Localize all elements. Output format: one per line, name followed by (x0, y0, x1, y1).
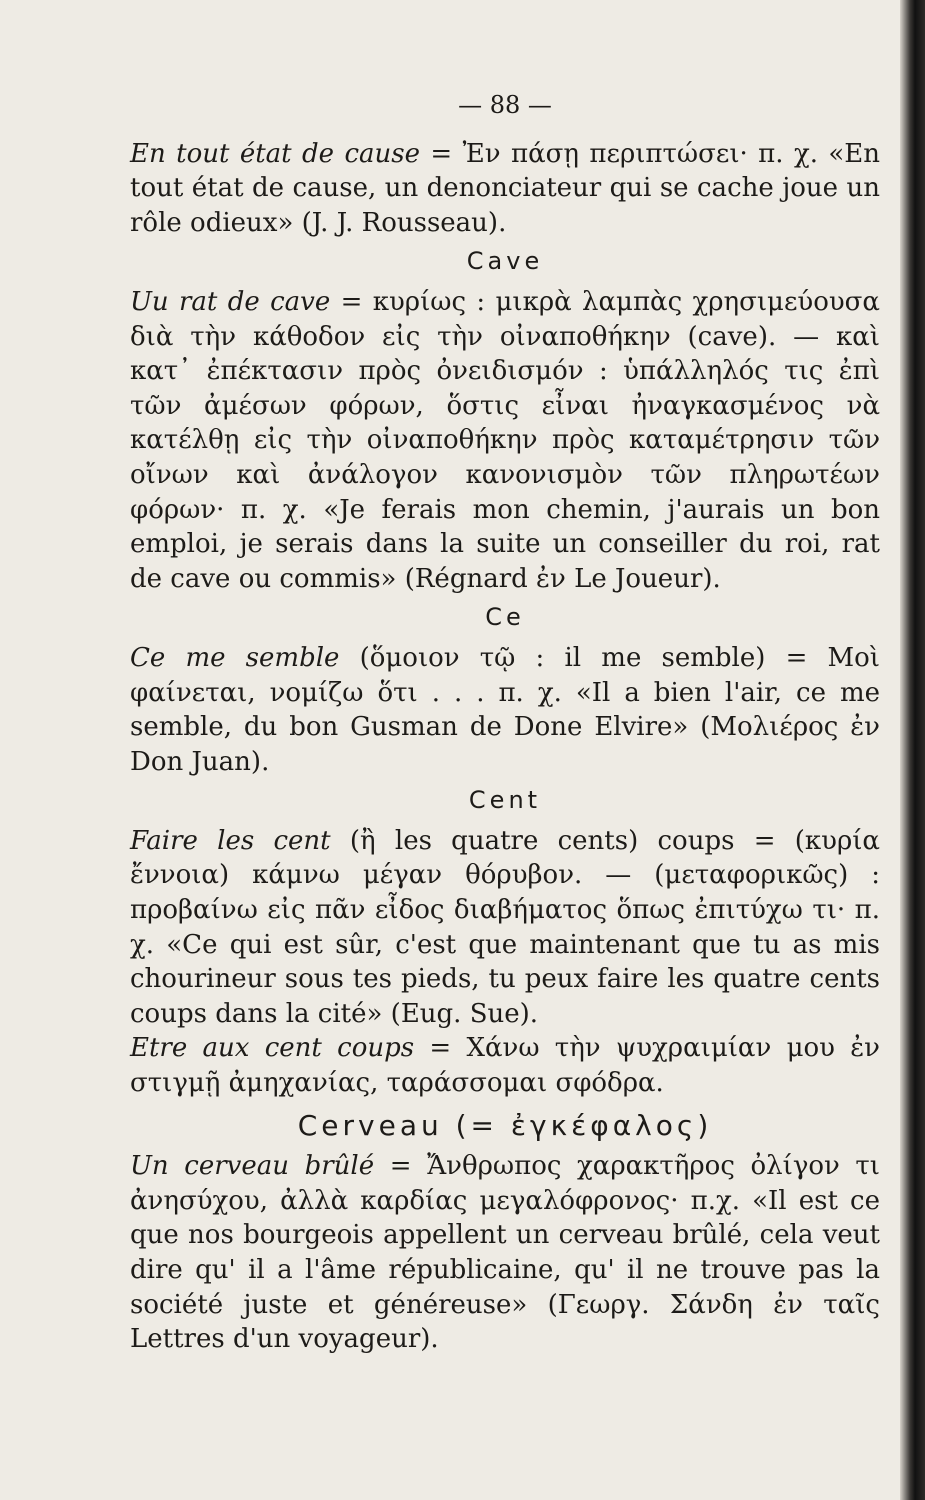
section-heading: Cave (466, 247, 544, 276)
section-heading: Cent (468, 786, 542, 815)
entry-term: Faire les cent (130, 825, 331, 856)
entry (130, 824, 880, 1032)
entry-term: Un cerveau brûlé (130, 1151, 375, 1182)
book-binding-edge (900, 0, 925, 1500)
entry-term: En tout état de cause (130, 138, 421, 169)
entry (130, 1149, 880, 1357)
entry-body: (ἢ les quatre cents) coups = (κυρία ἔννοια) κάμνω μέγαν θόρυβον. — (μεταφορικῶς) : προβαίνω εἰς πᾶν εἶδος διαβήματος ὅπως ἐπιτύχω τι· π. χ. «Ce qui est sûr, c'est que maintenant que tu as mis chourineur sous tes pieds, tu peux faire les quatre cents coups dans la cité» (Eug. Sue). (130, 825, 880, 1029)
entry-body: = Ἄνθρωπος χαρακτῆρος ὀλίγον τι ἀνησύχου, ἀλλὰ καρδίας μεγαλόφρονος· π.χ. «Il est ce que nos bourgeois appellent un cerveau brûlé, cela veut dire qu' il a l'âme républicaine, qu' il ne trouve pas la société juste et généreuse» (Γεωργ. Σάνδη ἐν ταῖς Lettres d'un voyageur). (130, 1151, 880, 1355)
entry-body: = κυρίως : μικρὰ λαμπὰς χρησιμεύουσα διὰ τὴν κάθοδον εἰς τὴν οἰναποθήκην (cave). — καὶ κατ᾽ ἐπέκτασιν πρὸς ὀνειδισμόν : ὑπάλληλός τις ἐπὶ τῶν ἀμέσων φόρων, ὅστις εἶναι ἠναγκασμένος νὰ κατέλθῃ εἰς τὴν οἰναποθήκην πρὸς καταμέτρησιν τῶν οἴνων καὶ ἀνάλογον κανονισμὸν τῶν πληρωτέων φόρων· π. χ. «Je ferais mon chemin, j'aurais un bon emploi, je serais dans la suite un conseiller du roi, rat de cave ou commis» (Régnard ἐν Le Joueur). (130, 286, 880, 594)
section-heading: Cerveau (= ἐγκέφαλος) (297, 1108, 713, 1142)
entry-term: Uu rat de cave (130, 286, 331, 317)
entry (130, 641, 880, 779)
entry-body: (ὅμοιον τῷ : il me semble) = Μοὶ φαίνεται, νομίζω ὅτι . . . π. χ. «Il a bien l'air, ce me semble, du bon Gusman de Done Elvire» (Μολιέρος ἐν Don Juan). (130, 642, 880, 777)
entry-term: Ce me semble (130, 642, 340, 673)
entry (130, 137, 880, 241)
entry (130, 285, 880, 596)
entry-term: Etre aux cent coups (130, 1033, 415, 1064)
entry-body: = Ἐν πάσῃ περιπτώσει· π. χ. «En tout état de cause, un denonciateur qui se cache joue un rôle odieux» (J. J. Rousseau). (130, 138, 881, 238)
entry (130, 1031, 880, 1100)
section-heading: Ce (485, 603, 525, 632)
page-number: — 88 — (458, 91, 552, 119)
entry-body: = Χάνω τὴν ψυχραιμίαν μου ἐν στιγμῇ ἀμηχανίας, ταράσσομαι σφόδρα. (130, 1033, 880, 1099)
page-content (130, 88, 880, 1357)
